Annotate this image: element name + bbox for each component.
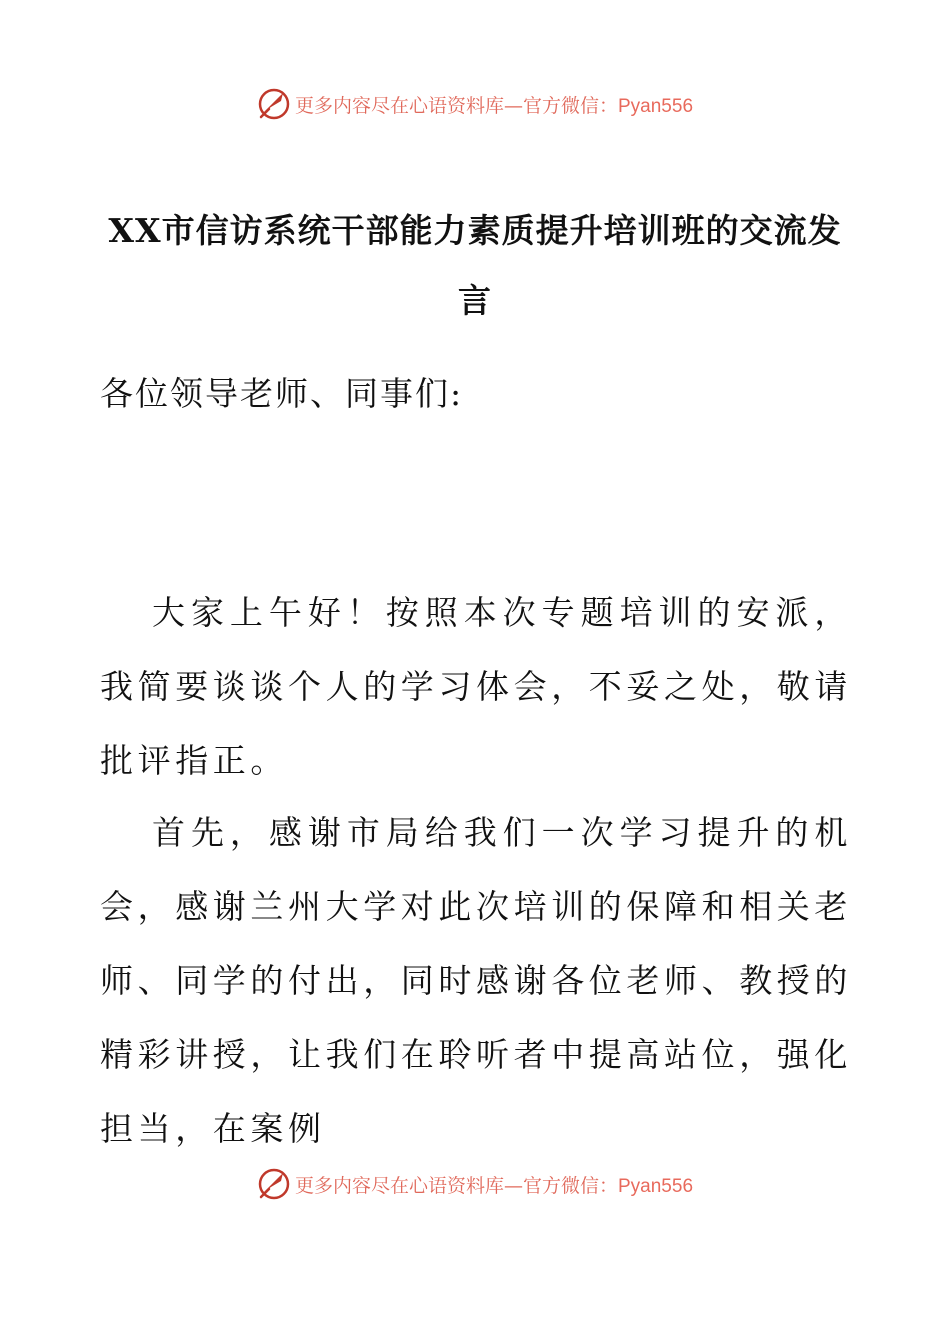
document-title: XX市信访系统干部能力素质提升培训班的交流发言: [108, 211, 842, 320]
header-watermark: [0, 84, 950, 124]
quill-logo-icon: [257, 1167, 291, 1201]
footer-watermark: [0, 1164, 950, 1204]
watermark-wechat-id: Pyan556: [618, 1175, 694, 1197]
watermark-wechat-id: Pyan556: [618, 95, 694, 117]
paragraph-1: 大家上午好！按照本次专题培训的安派，我简要谈谈个人的学习体会，不妥之处，敬请批评指正。: [100, 593, 852, 780]
watermark-text: 更多内容尽在心语资料库—官方微信：Pyan556: [294, 94, 694, 117]
quill-logo-icon: [257, 87, 291, 121]
watermark-text: 更多内容尽在心语资料库—官方微信：Pyan556: [294, 1174, 694, 1197]
paragraph-2: 首先，感谢市局给我们一次学习提升的机会，感谢兰州大学对此次培训的保障和相关老师、同学的付出，同时感谢各位老师、教授的精彩讲授，让我们在聆听者中提高站位，强化担当，在案例: [100, 813, 852, 1148]
salutation: 各位领导老师、同事们:: [100, 374, 464, 413]
